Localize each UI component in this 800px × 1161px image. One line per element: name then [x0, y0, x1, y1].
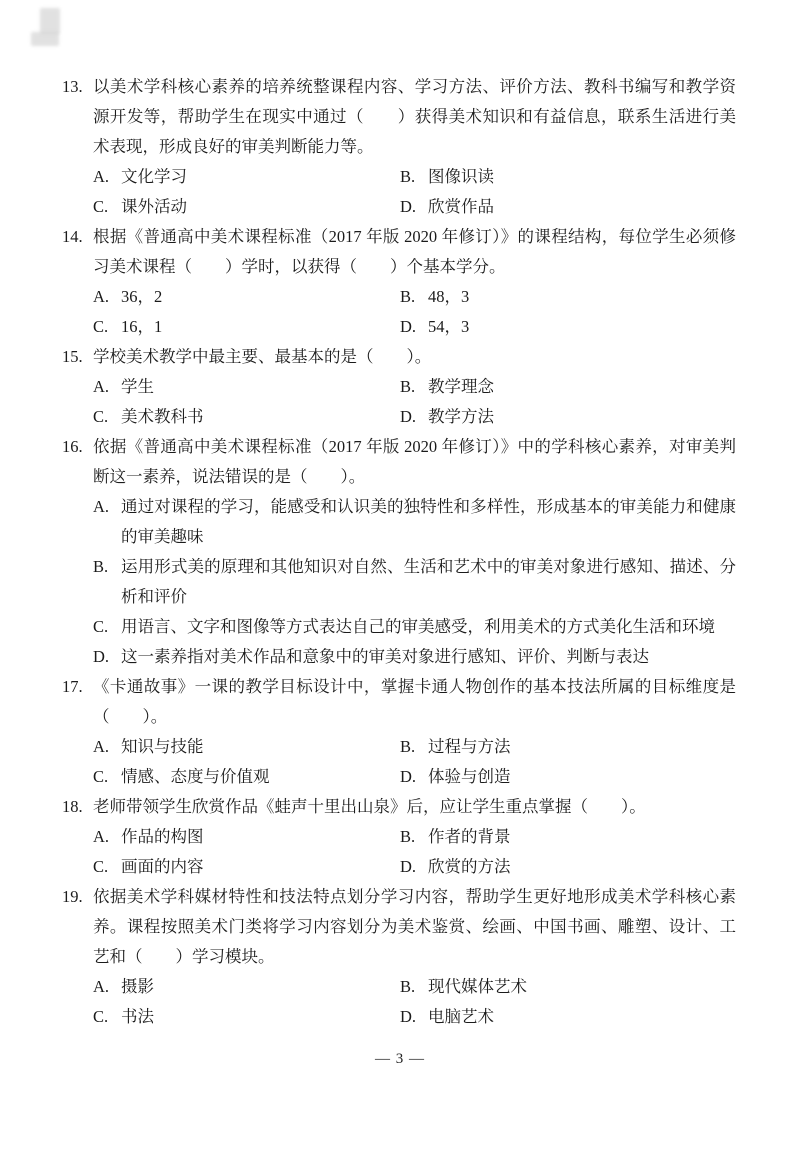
option-row — [93, 372, 736, 402]
option-A — [93, 492, 736, 552]
option-text: 54，3 — [428, 317, 470, 336]
option-text: 作者的背景 — [428, 827, 511, 846]
option-row — [93, 162, 736, 192]
option-label: A. — [93, 377, 110, 396]
option-label: B. — [400, 977, 416, 996]
option-text: 欣赏作品 — [428, 197, 494, 216]
option-A — [93, 822, 400, 852]
option-text: 文化学习 — [121, 167, 187, 186]
option-label: D. — [400, 317, 417, 336]
option-C — [93, 762, 400, 792]
option-label: D. — [93, 647, 110, 666]
option-label: A. — [93, 827, 110, 846]
question-stem — [62, 72, 736, 162]
option-label: D. — [400, 1007, 417, 1026]
option-row — [93, 282, 736, 312]
option-B — [400, 732, 736, 762]
question-15 — [62, 342, 736, 432]
option-text: 学生 — [121, 377, 154, 396]
option-D — [400, 762, 736, 792]
option-A — [93, 732, 400, 762]
question-17 — [62, 672, 736, 792]
option-D — [400, 852, 736, 882]
question-stem-text: 学校美术教学中最主要、最基本的是（ ）。 — [93, 347, 432, 366]
option-text: 书法 — [121, 1007, 154, 1026]
option-A — [93, 162, 400, 192]
question-stem — [62, 882, 736, 972]
option-B — [400, 282, 736, 312]
option-row — [93, 762, 736, 792]
question-options — [62, 492, 736, 672]
question-stem-text: 根据《普通高中美术课程标准（2017 年版 2020 年修订）》的课程结构，每位学生必须修习美术课程（ ）学时，以获得（ ）个基本学分。 — [93, 227, 736, 276]
option-C — [93, 852, 400, 882]
question-number: 18. — [62, 797, 83, 816]
option-C — [93, 402, 400, 432]
option-text: 情感、态度与价值观 — [121, 767, 270, 786]
question-stem — [62, 672, 736, 732]
option-row — [93, 1002, 736, 1032]
option-label: C. — [93, 1007, 109, 1026]
option-label: A. — [93, 977, 110, 996]
question-options — [62, 732, 736, 792]
option-text: 过程与方法 — [428, 737, 511, 756]
question-stem-text: 依据《普通高中美术课程标准（2017 年版 2020 年修订）》中的学科核心素养，对审美判断这一素养，说法错误的是（ ）。 — [93, 437, 736, 486]
option-row — [93, 972, 736, 1002]
question-options — [62, 372, 736, 432]
option-label: A. — [93, 737, 110, 756]
option-A — [93, 282, 400, 312]
option-label: B. — [400, 737, 416, 756]
option-label: B. — [400, 287, 416, 306]
option-A — [93, 972, 400, 1002]
option-label: D. — [400, 407, 417, 426]
option-D — [400, 1002, 736, 1032]
question-number: 14. — [62, 227, 83, 246]
question-options — [62, 822, 736, 882]
question-stem-text: 老师带领学生欣赏作品《蛙声十里出山泉》后，应让学生重点掌握（ ）。 — [93, 797, 646, 816]
question-19 — [62, 882, 736, 1032]
option-label: D. — [400, 767, 417, 786]
option-text: 电脑艺术 — [428, 1007, 494, 1026]
question-number: 15. — [62, 347, 83, 366]
option-B — [400, 972, 736, 1002]
option-B — [400, 372, 736, 402]
option-text: 知识与技能 — [121, 737, 204, 756]
option-text: 48，3 — [428, 287, 470, 306]
option-text: 美术教科书 — [121, 407, 204, 426]
question-options — [62, 972, 736, 1032]
option-D — [400, 192, 736, 222]
option-C — [93, 312, 400, 342]
question-stem — [62, 342, 736, 372]
option-row — [93, 732, 736, 762]
option-text: 运用形式美的原理和其他知识对自然、生活和艺术中的审美对象进行感知、描述、分析和评价 — [121, 557, 736, 606]
option-text: 这一素养指对美术作品和意象中的审美对象进行感知、评价、判断与表达 — [121, 647, 649, 666]
option-row — [93, 822, 736, 852]
option-label: C. — [93, 317, 109, 336]
option-D — [400, 312, 736, 342]
option-label: C. — [93, 197, 109, 216]
option-C — [93, 192, 400, 222]
question-options — [62, 282, 736, 342]
option-label: C. — [93, 767, 109, 786]
option-label: A. — [93, 167, 110, 186]
option-label: C. — [93, 407, 109, 426]
option-label: B. — [400, 827, 416, 846]
option-text: 欣赏的方法 — [428, 857, 511, 876]
option-label: C. — [93, 857, 109, 876]
question-16 — [62, 432, 736, 672]
question-14 — [62, 222, 736, 342]
question-stem — [62, 222, 736, 282]
option-label: A. — [93, 497, 110, 516]
option-label: A. — [93, 287, 110, 306]
question-number: 19. — [62, 887, 83, 906]
option-label: B. — [400, 377, 416, 396]
option-C — [93, 612, 736, 642]
option-label: B. — [93, 557, 109, 576]
option-label: C. — [93, 617, 109, 636]
question-number: 13. — [62, 77, 83, 96]
option-text: 体验与创造 — [428, 767, 511, 786]
scan-artifact — [40, 8, 60, 34]
option-D — [400, 402, 736, 432]
option-text: 作品的构图 — [121, 827, 204, 846]
option-A — [93, 372, 400, 402]
option-B — [400, 822, 736, 852]
page-number: — 3 — — [375, 1051, 425, 1067]
question-stem-text: 依据美术学科媒材特性和技法特点划分学习内容，帮助学生更好地形成美术学科核心素养。课程按照美术门类将学习内容划分为美术鉴赏、绘画、中国书画、雕塑、设计、工艺和（ ）学习模块。 — [93, 887, 736, 966]
option-text: 16，1 — [121, 317, 163, 336]
option-text: 画面的内容 — [121, 857, 204, 876]
option-row — [93, 192, 736, 222]
option-text: 教学方法 — [428, 407, 494, 426]
question-stem — [62, 432, 736, 492]
option-label: B. — [400, 167, 416, 186]
question-options — [62, 162, 736, 222]
option-text: 36，2 — [121, 287, 163, 306]
question-stem-text: 《卡通故事》一课的教学目标设计中，掌握卡通人物创作的基本技法所属的目标维度是（ ）。 — [93, 677, 736, 726]
option-text: 教学理念 — [428, 377, 494, 396]
option-text: 现代媒体艺术 — [428, 977, 527, 996]
question-18 — [62, 792, 736, 882]
question-13 — [62, 72, 736, 222]
option-B — [400, 162, 736, 192]
question-list — [62, 72, 736, 1032]
question-stem-text: 以美术学科核心素养的培养统整课程内容、学习方法、评价方法、教科书编写和教学资源开发等，帮助学生在现实中通过（ ）获得美术知识和有益信息，联系生活进行美术表现，形成良好的审美判断能力等。 — [93, 77, 736, 156]
option-row — [93, 402, 736, 432]
option-text: 图像识读 — [428, 167, 494, 186]
scan-artifact — [31, 32, 59, 46]
option-label: D. — [400, 197, 417, 216]
question-stem — [62, 792, 736, 822]
option-B — [93, 552, 736, 612]
option-row — [93, 852, 736, 882]
option-text: 课外活动 — [121, 197, 187, 216]
option-label: D. — [400, 857, 417, 876]
option-text: 用语言、文字和图像等方式表达自己的审美感受，利用美术的方式美化生活和环境 — [121, 617, 715, 636]
question-number: 17. — [62, 677, 83, 696]
option-D — [93, 642, 736, 672]
question-number: 16. — [62, 437, 83, 456]
option-C — [93, 1002, 400, 1032]
option-row — [93, 312, 736, 342]
option-text: 通过对课程的学习，能感受和认识美的独特性和多样性，形成基本的审美能力和健康的审美趣味 — [121, 497, 736, 546]
option-text: 摄影 — [121, 977, 154, 996]
